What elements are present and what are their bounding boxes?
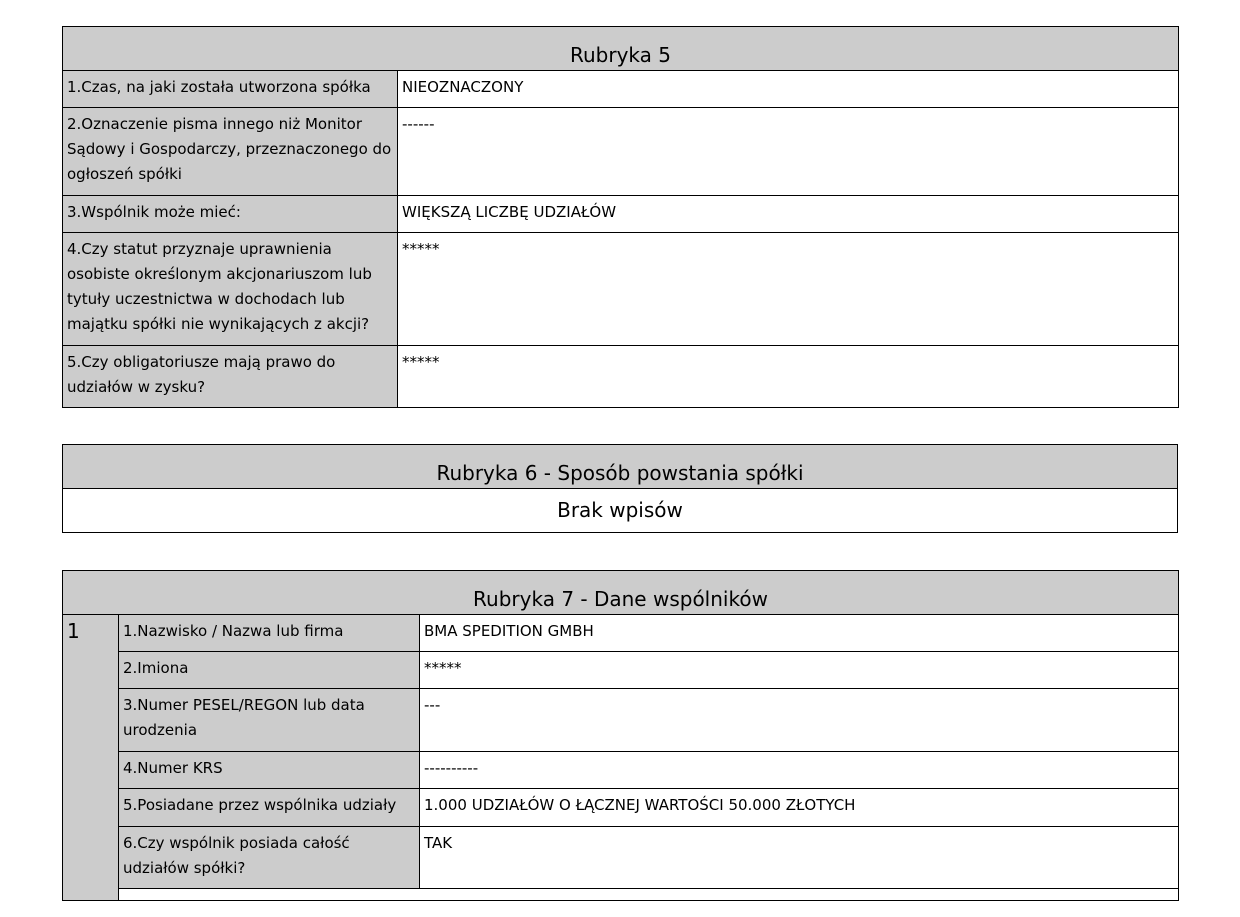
- r5-row1-label: 1.Czas, na jaki została utworzona spółka: [63, 71, 398, 108]
- r7-row6-value: TAK: [420, 827, 1179, 889]
- rubryka-6-title: Rubryka 6 - Sposób powstania spółki: [63, 445, 1178, 489]
- r7-row4-label: 4.Numer KRS: [119, 752, 420, 789]
- rubryka-7-title: Rubryka 7 - Dane wspólników: [63, 571, 1179, 615]
- r5-row2-label: 2.Oznaczenie pisma innego niż Monitor Sądowy i Gospodarczy, przeznaczonego do ogłoszeń spółki: [63, 108, 398, 196]
- r5-row1-value: NIEOZNACZONY: [398, 71, 1179, 108]
- r7-row5-label: 5.Posiadane przez wspólnika udziały: [119, 789, 420, 827]
- r7-row3-label: 3.Numer PESEL/REGON lub data urodzenia: [119, 689, 420, 752]
- r5-row5-label: 5.Czy obligatoriusze mają prawo do udziałów w zysku?: [63, 346, 398, 408]
- rubryka-5-table: [62, 26, 1179, 408]
- r5-row3-value: WIĘKSZĄ LICZBĘ UDZIAŁÓW: [398, 196, 1179, 233]
- r7-row2-value: *****: [420, 652, 1179, 689]
- r7-row1-value: BMA SPEDITION GMBH: [420, 615, 1179, 652]
- r7-row2-label: 2.Imiona: [119, 652, 420, 689]
- rubryka-6-table: [62, 444, 1178, 533]
- r5-row4-value: *****: [398, 233, 1179, 346]
- r5-row3-label: 3.Wspólnik może mieć:: [63, 196, 398, 233]
- r7-row4-value: ----------: [420, 752, 1179, 789]
- entry-number: 1: [63, 615, 119, 901]
- rubryka-5-title: Rubryka 5: [63, 27, 1179, 71]
- r5-row4-label: 4.Czy statut przyznaje uprawnienia osobiste określonym akcjonariuszom lub tytuły uczestnictwa w dochodach lub majątku spółki nie wynikających z akcji?: [63, 233, 398, 346]
- r7-row5-value: 1.000 UDZIAŁÓW O ŁĄCZNEJ WARTOŚCI 50.000 ZŁOTYCH: [420, 789, 1179, 827]
- r5-row2-value: ------: [398, 108, 1179, 196]
- rubryka-6-value: Brak wpisów: [63, 489, 1178, 533]
- r7-row6-label: 6.Czy wspólnik posiada całość udziałów spółki?: [119, 827, 420, 889]
- r7-row3-value: ---: [420, 689, 1179, 752]
- r7-empty-row: [119, 889, 1179, 901]
- r7-row1-label: 1.Nazwisko / Nazwa lub firma: [119, 615, 420, 652]
- rubryka-7-table: [62, 570, 1179, 901]
- r5-row5-value: *****: [398, 346, 1179, 408]
